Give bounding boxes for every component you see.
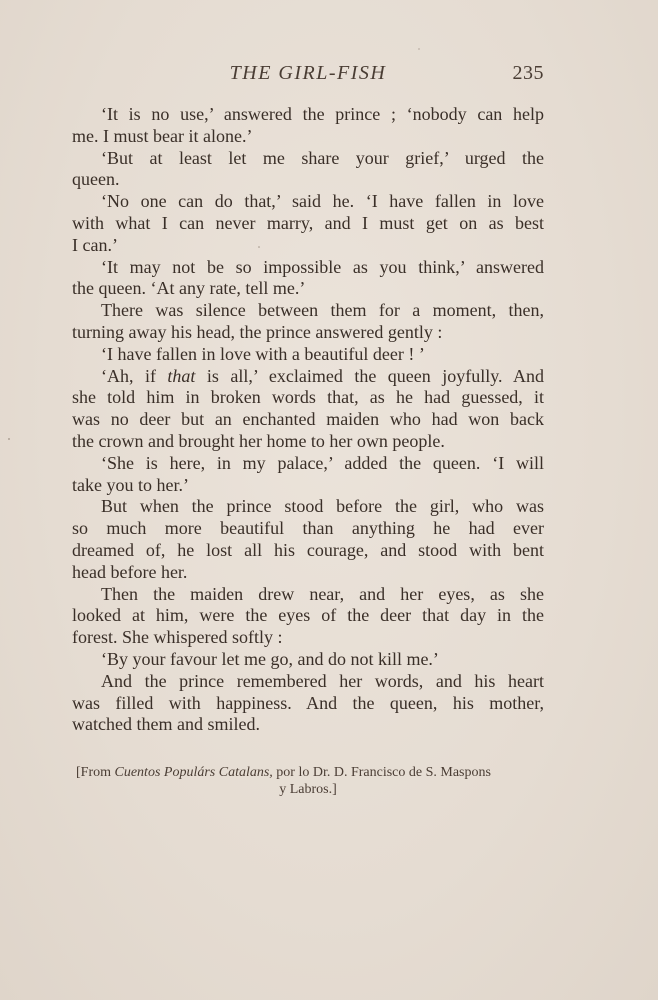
text-line: was no deer but an enchanted maiden who had won back [72, 409, 544, 430]
paper-fleck [418, 48, 420, 50]
text-line: I can.’ [72, 234, 118, 255]
text-line: ‘But at least let me share your grief,’ urged the [101, 147, 544, 168]
text-line: me. I must bear it alone.’ [72, 125, 253, 146]
text-line: was filled with happiness. And the queen, his mother, [72, 692, 544, 713]
footnote-rest: por lo Dr. D. Francisco de S. Maspons [272, 765, 491, 780]
text-line: And the prince remembered her words, and his heart [101, 670, 544, 691]
text-line: ‘It may not be so impossible as you think,’ answered [101, 256, 544, 277]
text-line: ‘I have fallen in love with a beautiful deer ! ’ [101, 343, 425, 364]
text-line: forest. She whispered softly : [72, 627, 283, 648]
text-line: watched them and smiled. [72, 714, 260, 735]
text-line: she told him in broken words that, as he had guessed, it [72, 387, 544, 408]
source-footnote [72, 764, 544, 798]
text-line: looked at him, were the eyes of the deer that day in the [72, 605, 544, 626]
text-line: Then the maiden drew near, and her eyes, as she [101, 583, 544, 604]
text-line: head before her. [72, 561, 188, 582]
paper-fleck [258, 246, 260, 248]
text-line [72, 366, 544, 388]
text-run: ‘Ah, if [101, 365, 168, 386]
text-line: the queen. ‘At any rate, tell me.’ [72, 278, 306, 299]
text-line: turning away his head, the prince answered gently : [72, 321, 443, 342]
text-run: is all,’ exclaimed the queen joyfully. And [195, 365, 544, 386]
running-title: THE GIRL-FISH [229, 62, 387, 84]
text-line: ‘It is no use,’ answered the prince ; ‘nobody can help [101, 104, 544, 124]
running-head [72, 62, 544, 90]
paper-fleck [8, 438, 10, 440]
footnote-source-title: Cuentos Populárs Catalans, [114, 765, 273, 780]
text-line: But when the prince stood before the girl, who was [101, 496, 544, 517]
footnote-open: [From [76, 765, 115, 780]
page-number: 235 [512, 62, 544, 84]
text-line: take you to her.’ [72, 474, 189, 495]
text-line: the crown and brought her home to her own people. [72, 430, 445, 451]
text-line: queen. [72, 169, 120, 190]
text-line: ‘She is here, in my palace,’ added the queen. ‘I will [101, 452, 544, 473]
text-line: There was silence between them for a moment, then, [101, 300, 544, 321]
text-line: so much more beautiful than anything he had ever [72, 518, 544, 539]
text-line: with what I can never marry, and I must get on as best [72, 212, 544, 233]
text-line: ‘By your favour let me go, and do not kill me.’ [101, 648, 439, 669]
body-text [72, 104, 544, 736]
footnote-line: y Labros.] [279, 782, 337, 797]
footnote-line [72, 764, 544, 781]
text-line: dreamed of, he lost all his courage, and stood with bent [72, 539, 544, 560]
text-line: ‘No one can do that,’ said he. ‘I have fallen in love [101, 191, 544, 212]
emphasis: that [167, 365, 196, 386]
